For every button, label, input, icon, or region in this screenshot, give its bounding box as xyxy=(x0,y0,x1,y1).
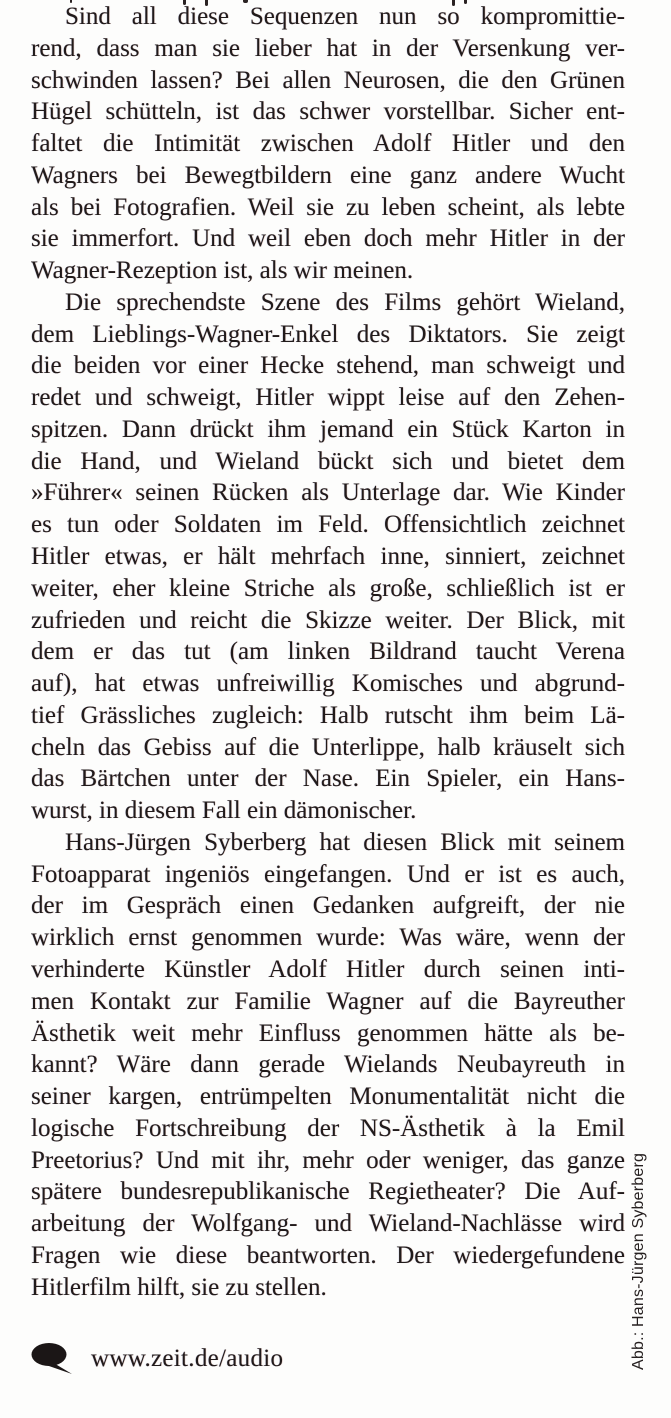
speech-bubble-icon xyxy=(30,1341,76,1377)
text-line: wurst, in diesem Fall ein dämonischer. xyxy=(31,797,417,825)
text-line: sie immerfort. Und weil eben doch mehr Hitler in der xyxy=(31,225,625,253)
text-line: das Bärtchen unter der Nase. Ein Spieler, ein Hans- xyxy=(31,765,625,793)
text-line: wirklich ernst genommen wurde: Was wäre, wenn der xyxy=(31,924,625,952)
text-line: »Führer« seinen Rücken als Unterlage dar. Wie Kinder xyxy=(31,479,625,507)
text-line: die Hand, und Wieland bückt sich und bietet dem xyxy=(31,447,625,475)
text-line: Wagner-Rezeption ist, als wir meinen. xyxy=(31,257,414,285)
text-line: faltet die Intimität zwischen Adolf Hitler und den xyxy=(31,130,625,158)
text-line: cheln das Gebiss auf die Unterlippe, halb kräuselt sich xyxy=(31,733,625,761)
text-line: Hans-Jürgen Syberberg hat diesen Blick mit seinem xyxy=(65,828,625,856)
text-line: auf), hat etwas unfreiwillig Komisches und abgrund- xyxy=(31,670,625,698)
text-line: es tun oder Soldaten im Feld. Offensichtlich zeichnet xyxy=(31,511,625,539)
text-line: Hitler etwas, er hält mehrfach inne, sinniert, zeichnet xyxy=(31,543,625,571)
text-line: Preetorius? Und mit ihr, mehr oder weniger, das ganze xyxy=(31,1146,625,1174)
text-line: logische Fortschreibung der NS-Ästhetik à la Emil xyxy=(31,1114,625,1142)
audio-link-row xyxy=(30,1341,283,1377)
text-line: dem er das tut (am linken Bildrand taucht Verena xyxy=(31,638,625,666)
text-line: Fotoapparat ingeniös eingefangen. Und er ist es auch, xyxy=(31,860,625,888)
text-line: Hitlerfilm hilft, sie zu stellen. xyxy=(31,1273,327,1301)
text-line: spitzen. Dann drückt ihm jemand ein Stück Karton in xyxy=(31,415,625,443)
text-line: Hügel schütteln, ist das schwer vorstellbar. Sicher ent- xyxy=(31,98,625,126)
audio-link[interactable]: www.zeit.de/audio xyxy=(91,1345,284,1372)
text-line: seiner kargen, entrümpelten Monumentalität nicht die xyxy=(31,1083,625,1111)
text-line: Fragen wie diese beantworten. Der wiedergefundene xyxy=(31,1241,625,1269)
photo-credit: Abb.: Hans-Jürgen Syberberg xyxy=(630,1152,647,1370)
text-line: rend, dass man sie lieber hat in der Versenkung ver- xyxy=(31,34,625,62)
text-line: kannt? Wäre dann gerade Wielands Neubayreuth in xyxy=(31,1051,625,1079)
text-line: weiter, eher kleine Striche als große, schließlich ist er xyxy=(31,574,625,602)
text-line: der im Gespräch einen Gedanken aufgreift, der nie xyxy=(31,892,625,920)
text-line: spätere bundesrepublikanische Regietheater? Die Auf- xyxy=(31,1178,625,1206)
text-line: Die sprechendste Szene des Films gehört Wieland, xyxy=(65,288,625,316)
text-line: arbeitung der Wolfgang- und Wieland-Nachlässe wird xyxy=(31,1210,625,1238)
text-line: als bei Fotografien. Weil sie zu leben scheint, als lebte xyxy=(31,193,625,221)
text-line: schwinden lassen? Bei allen Neurosen, die den Grünen xyxy=(31,66,625,94)
text-line: men Kontakt zur Familie Wagner auf die Bayreuther xyxy=(31,987,625,1015)
text-line: dem Lieblings-Wagner-Enkel des Diktators. Sie zeigt xyxy=(31,320,625,348)
text-line: Ästhetik weit mehr Einfluss genommen hätte als be- xyxy=(31,1019,625,1047)
text-line: redet und schweigt, Hitler wippt leise auf den Zehen- xyxy=(31,384,625,412)
article-text-column xyxy=(31,1,625,1303)
text-line: die beiden vor einer Hecke stehend, man schweigt und xyxy=(31,352,625,380)
text-line: Wagners bei Bewegtbildern eine ganz andere Wucht xyxy=(31,161,625,189)
text-line: Sind all diese Sequenzen nun so kompromittie- xyxy=(65,3,625,30)
text-line: zufrieden und reicht die Skizze weiter. Der Blick, mit xyxy=(31,606,625,634)
text-line: tief Grässliches zugleich: Halb rutscht ihm beim Lä- xyxy=(31,701,625,729)
text-line: verhinderte Künstler Adolf Hitler durch seinen inti- xyxy=(31,955,625,983)
